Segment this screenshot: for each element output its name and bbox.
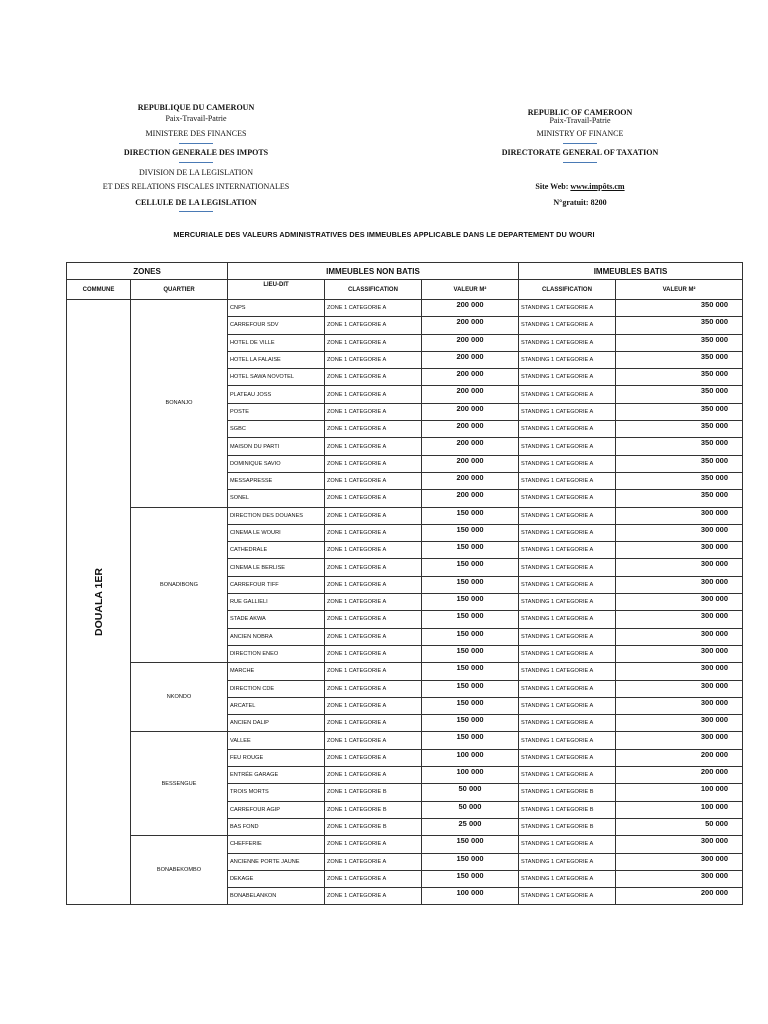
country-fr: REPUBLIQUE DU CAMEROUN <box>137 103 255 112</box>
classification-b-cell: STANDING 1 CATEGORIE A <box>519 611 616 628</box>
valeur-b-cell: 300 000 <box>616 870 743 887</box>
classification-b-cell: STANDING 1 CATEGORIE A <box>519 594 616 611</box>
valeur-b-col-header: VALEUR M² <box>616 280 743 300</box>
valeur-b-cell: 350 000 <box>616 421 743 438</box>
valeur-nb-cell: 150 000 <box>422 576 519 593</box>
valeur-nb-cell: 200 000 <box>422 369 519 386</box>
lieu-dit-cell: MARCHE <box>228 663 325 680</box>
valeur-nb-cell: 150 000 <box>422 645 519 662</box>
lieu-dit-cell: BAS FOND <box>228 818 325 835</box>
valeur-b-cell: 300 000 <box>616 732 743 749</box>
classification-b-cell: STANDING 1 CATEGORIE A <box>519 576 616 593</box>
classification-nb-cell: ZONE 1 CATEGORIE A <box>325 490 422 507</box>
valeur-nb-cell: 200 000 <box>422 403 519 420</box>
lieu-dit-cell: MAISON DU PARTI <box>228 438 325 455</box>
classification-nb-col-header: CLASSIFICATION <box>325 280 422 300</box>
valeur-nb-cell: 200 000 <box>422 351 519 368</box>
classification-b-cell: STANDING 1 CATEGORIE A <box>519 403 616 420</box>
valeur-nb-cell: 200 000 <box>422 421 519 438</box>
site-link[interactable]: www.impôts.cm <box>570 182 625 191</box>
valeur-nb-cell: 150 000 <box>422 524 519 541</box>
valeur-b-cell: 300 000 <box>616 594 743 611</box>
classification-nb-cell: ZONE 1 CATEGORIE A <box>325 317 422 334</box>
lieu-dit-cell: HOTEL SAWA NOVOTEL <box>228 369 325 386</box>
classification-b-cell: STANDING 1 CATEGORIE A <box>519 386 616 403</box>
commune-cell <box>67 300 131 905</box>
lieu-dit-cell: DEKAGE <box>228 870 325 887</box>
valeur-nb-cell: 100 000 <box>422 767 519 784</box>
valeur-nb-cell: 150 000 <box>422 870 519 887</box>
classification-b-cell: STANDING 1 CATEGORIE A <box>519 438 616 455</box>
divider <box>563 143 597 144</box>
valeur-nb-cell: 100 000 <box>422 749 519 766</box>
lieu-dit-cell: CNPS <box>228 300 325 317</box>
document-title: MERCURIALE DES VALEURS ADMINISTRATIVES DES IMMEUBLES APPLICABLE DANS LE DEPARTEMENT DU WOURI <box>173 230 595 239</box>
valeur-nb-cell: 50 000 <box>422 801 519 818</box>
site-label: Site Web: <box>535 182 569 191</box>
valeur-nb-cell: 200 000 <box>422 334 519 351</box>
valeur-b-cell: 300 000 <box>616 645 743 662</box>
classification-b-cell: STANDING 1 CATEGORIE A <box>519 715 616 732</box>
non-batis-header: IMMEUBLES NON BATIS <box>228 263 519 280</box>
valeur-nb-cell: 150 000 <box>422 715 519 732</box>
lieu-dit-cell: CINEMA LE WOURI <box>228 524 325 541</box>
valeur-nb-cell: 150 000 <box>422 542 519 559</box>
valeur-b-cell: 300 000 <box>616 663 743 680</box>
classification-nb-cell: ZONE 1 CATEGORIE A <box>325 645 422 662</box>
divider <box>179 162 213 163</box>
valeur-b-cell: 350 000 <box>616 317 743 334</box>
classification-b-cell: STANDING 1 CATEGORIE A <box>519 559 616 576</box>
valeur-nb-cell: 200 000 <box>422 386 519 403</box>
valeur-b-cell: 300 000 <box>616 680 743 697</box>
motto-fr: Paix-Travail-Patrie <box>165 114 227 123</box>
classification-nb-cell: ZONE 1 CATEGORIE A <box>325 472 422 489</box>
classification-b-cell: STANDING 1 CATEGORIE A <box>519 870 616 887</box>
commune-label: DOUALA 1ER <box>92 568 105 637</box>
lieu-dit-cell: ARCATEL <box>228 697 325 714</box>
lieu-dit-cell: CARREFOUR TIFF <box>228 576 325 593</box>
quartier-col-header: QUARTIER <box>131 280 228 300</box>
classification-b-cell: STANDING 1 CATEGORIE A <box>519 836 616 853</box>
valeur-b-cell: 200 000 <box>616 888 743 905</box>
classification-b-cell: STANDING 1 CATEGORIE A <box>519 732 616 749</box>
classification-b-cell: STANDING 1 CATEGORIE A <box>519 421 616 438</box>
lieu-dit-cell: CARREFOUR AGIP <box>228 801 325 818</box>
table-row <box>67 836 743 853</box>
valeur-nb-cell: 200 000 <box>422 472 519 489</box>
classification-nb-cell: ZONE 1 CATEGORIE A <box>325 732 422 749</box>
lieu-dit-cell: ANCIENNE PORTE JAUNE <box>228 853 325 870</box>
website-line <box>430 183 730 191</box>
classification-b-cell: STANDING 1 CATEGORIE A <box>519 334 616 351</box>
classification-nb-cell: ZONE 1 CATEGORIE A <box>325 836 422 853</box>
valeur-nb-cell: 150 000 <box>422 697 519 714</box>
valeur-nb-cell: 150 000 <box>422 680 519 697</box>
divider <box>179 211 213 212</box>
lieu-dit-cell: ANCIEN NOBRA <box>228 628 325 645</box>
toll-free: N°gratuit: 8200 <box>553 198 607 207</box>
lieu-dit-cell: CINEMA LE BERLISE <box>228 559 325 576</box>
lieu-dit-cell: TROIS MORTS <box>228 784 325 801</box>
classification-nb-cell: ZONE 1 CATEGORIE A <box>325 870 422 887</box>
valeur-nb-cell: 200 000 <box>422 300 519 317</box>
valeur-nb-cell: 150 000 <box>422 611 519 628</box>
classification-nb-cell: ZONE 1 CATEGORIE A <box>325 853 422 870</box>
valeur-nb-cell: 50 000 <box>422 784 519 801</box>
classification-b-cell: STANDING 1 CATEGORIE A <box>519 697 616 714</box>
ministry-fr: MINISTERE DES FINANCES <box>145 129 247 138</box>
valeur-b-cell: 350 000 <box>616 386 743 403</box>
classification-nb-cell: ZONE 1 CATEGORIE A <box>325 438 422 455</box>
classification-nb-cell: ZONE 1 CATEGORIE A <box>325 455 422 472</box>
quartier-cell: BONABEKOMBO <box>131 836 228 905</box>
lieu-dit-cell: SONEL <box>228 490 325 507</box>
valeur-b-cell: 200 000 <box>616 749 743 766</box>
classification-b-cell: STANDING 1 CATEGORIE A <box>519 351 616 368</box>
classification-b-cell: STANDING 1 CATEGORIE A <box>519 888 616 905</box>
classification-nb-cell: ZONE 1 CATEGORIE A <box>325 594 422 611</box>
quartier-cell: BESSENGUE <box>131 732 228 836</box>
classification-nb-cell: ZONE 1 CATEGORIE A <box>325 680 422 697</box>
ministry-en: MINISTRY OF FINANCE <box>536 129 624 138</box>
lieu-dit-col-header: LIEU-DIT <box>228 280 325 300</box>
quartier-cell: BONADIBONG <box>131 507 228 663</box>
classification-nb-cell: ZONE 1 CATEGORIE A <box>325 611 422 628</box>
classification-b-cell: STANDING 1 CATEGORIE A <box>519 524 616 541</box>
valeur-b-cell: 300 000 <box>616 559 743 576</box>
valeur-nb-cell: 200 000 <box>422 438 519 455</box>
classification-b-cell: STANDING 1 CATEGORIE A <box>519 542 616 559</box>
lieu-dit-cell: CATHEDRALE <box>228 542 325 559</box>
classification-nb-cell: ZONE 1 CATEGORIE A <box>325 334 422 351</box>
valeur-b-cell: 300 000 <box>616 576 743 593</box>
classification-b-cell: STANDING 1 CATEGORIE A <box>519 663 616 680</box>
batis-header: IMMEUBLES BATIS <box>519 263 743 280</box>
classification-b-cell: STANDING 1 CATEGORIE A <box>519 317 616 334</box>
cell-name: CELLULE DE LA LEGISLATION <box>135 198 257 207</box>
quartier-cell: NKONDO <box>131 663 228 732</box>
classification-b-cell: STANDING 1 CATEGORIE A <box>519 455 616 472</box>
valeur-b-cell: 350 000 <box>616 438 743 455</box>
column-header-row <box>67 280 743 300</box>
lieu-dit-cell: BONABELANKON <box>228 888 325 905</box>
classification-b-cell: STANDING 1 CATEGORIE A <box>519 680 616 697</box>
valeur-nb-cell: 25 000 <box>422 818 519 835</box>
division-line-1: DIVISION DE LA LEGISLATION <box>139 168 253 177</box>
valeur-nb-col-header: VALEUR M² <box>422 280 519 300</box>
classification-nb-cell: ZONE 1 CATEGORIE A <box>325 749 422 766</box>
lieu-dit-cell: HOTEL DE VILLE <box>228 334 325 351</box>
valeur-b-cell: 300 000 <box>616 836 743 853</box>
classification-nb-cell: ZONE 1 CATEGORIE A <box>325 386 422 403</box>
lieu-dit-cell: STADE AKWA <box>228 611 325 628</box>
valeur-b-cell: 350 000 <box>616 490 743 507</box>
lieu-dit-cell: DIRECTION DES DOUANES <box>228 507 325 524</box>
classification-nb-cell: ZONE 1 CATEGORIE A <box>325 369 422 386</box>
lieu-dit-cell: POSTE <box>228 403 325 420</box>
quartier-cell: BONANJO <box>131 300 228 508</box>
lieu-dit-cell: DIRECTION ENEO <box>228 645 325 662</box>
lieu-dit-cell: FEU ROUGE <box>228 749 325 766</box>
valeur-b-cell: 100 000 <box>616 801 743 818</box>
valeur-nb-cell: 200 000 <box>422 455 519 472</box>
classification-b-cell: STANDING 1 CATEGORIE A <box>519 490 616 507</box>
valuation-table <box>66 262 743 905</box>
lieu-dit-cell: PLATEAU JOSS <box>228 386 325 403</box>
classification-nb-cell: ZONE 1 CATEGORIE A <box>325 576 422 593</box>
classification-nb-cell: ZONE 1 CATEGORIE A <box>325 507 422 524</box>
classification-nb-cell: ZONE 1 CATEGORIE A <box>325 421 422 438</box>
valeur-b-cell: 300 000 <box>616 507 743 524</box>
valeur-nb-cell: 150 000 <box>422 559 519 576</box>
valeur-b-cell: 350 000 <box>616 334 743 351</box>
classification-nb-cell: ZONE 1 CATEGORIE B <box>325 784 422 801</box>
classification-nb-cell: ZONE 1 CATEGORIE A <box>325 524 422 541</box>
valeur-b-cell: 350 000 <box>616 300 743 317</box>
lieu-dit-cell: RUE GALLIELI <box>228 594 325 611</box>
classification-b-cell: STANDING 1 CATEGORIE A <box>519 369 616 386</box>
country-en: REPUBLIC OF CAMEROON <box>527 108 633 117</box>
classification-nb-cell: ZONE 1 CATEGORIE A <box>325 888 422 905</box>
valeur-b-cell: 350 000 <box>616 351 743 368</box>
valeur-nb-cell: 150 000 <box>422 663 519 680</box>
valeur-b-cell: 300 000 <box>616 542 743 559</box>
direction-en: DIRECTORATE GENERAL OF TAXATION <box>501 148 659 157</box>
classification-nb-cell: ZONE 1 CATEGORIE A <box>325 697 422 714</box>
classification-nb-cell: ZONE 1 CATEGORIE B <box>325 801 422 818</box>
lieu-dit-cell: ANCIEN DALIP <box>228 715 325 732</box>
divider <box>179 143 213 144</box>
lieu-dit-cell: DIRECTION CDE <box>228 680 325 697</box>
valeur-b-cell: 300 000 <box>616 611 743 628</box>
classification-nb-cell: ZONE 1 CATEGORIE A <box>325 300 422 317</box>
classification-nb-cell: ZONE 1 CATEGORIE A <box>325 628 422 645</box>
division-line-2: ET DES RELATIONS FISCALES INTERNATIONALES <box>102 182 290 191</box>
classification-nb-cell: ZONE 1 CATEGORIE A <box>325 559 422 576</box>
classification-b-col-header: CLASSIFICATION <box>519 280 616 300</box>
classification-b-cell: STANDING 1 CATEGORIE B <box>519 818 616 835</box>
valeur-nb-cell: 100 000 <box>422 888 519 905</box>
lieu-dit-cell: CHEFFERIE <box>228 836 325 853</box>
lieu-dit-cell: VALLEE <box>228 732 325 749</box>
classification-b-cell: STANDING 1 CATEGORIE A <box>519 767 616 784</box>
zones-header: ZONES <box>67 263 228 280</box>
classification-b-cell: STANDING 1 CATEGORIE A <box>519 628 616 645</box>
valeur-b-cell: 350 000 <box>616 403 743 420</box>
table-row <box>67 300 743 317</box>
valeur-nb-cell: 150 000 <box>422 628 519 645</box>
classification-b-cell: STANDING 1 CATEGORIE A <box>519 853 616 870</box>
classification-nb-cell: ZONE 1 CATEGORIE A <box>325 715 422 732</box>
valeur-nb-cell: 150 000 <box>422 507 519 524</box>
classification-nb-cell: ZONE 1 CATEGORIE A <box>325 351 422 368</box>
lieu-dit-cell: ENTRÉE GARAGE <box>228 767 325 784</box>
classification-nb-cell: ZONE 1 CATEGORIE A <box>325 542 422 559</box>
motto-en: Paix-Travail-Patrie <box>549 116 611 125</box>
valeur-nb-cell: 150 000 <box>422 732 519 749</box>
classification-nb-cell: ZONE 1 CATEGORIE B <box>325 818 422 835</box>
valeur-nb-cell: 150 000 <box>422 853 519 870</box>
commune-col-header: COMMUNE <box>67 280 131 300</box>
valeur-b-cell: 100 000 <box>616 784 743 801</box>
divider <box>563 162 597 163</box>
lieu-dit-cell: DOMINIQUE SAVIO <box>228 455 325 472</box>
table-row <box>67 507 743 524</box>
valeur-b-cell: 300 000 <box>616 697 743 714</box>
classification-b-cell: STANDING 1 CATEGORIE A <box>519 749 616 766</box>
classification-b-cell: STANDING 1 CATEGORIE B <box>519 801 616 818</box>
valeur-nb-cell: 150 000 <box>422 836 519 853</box>
table-row <box>67 732 743 749</box>
valeur-b-cell: 300 000 <box>616 853 743 870</box>
valeur-b-cell: 300 000 <box>616 715 743 732</box>
valeur-b-cell: 200 000 <box>616 767 743 784</box>
valeur-nb-cell: 200 000 <box>422 317 519 334</box>
classification-b-cell: STANDING 1 CATEGORIE A <box>519 472 616 489</box>
classification-b-cell: STANDING 1 CATEGORIE B <box>519 784 616 801</box>
valeur-b-cell: 350 000 <box>616 472 743 489</box>
lieu-dit-cell: SGBC <box>228 421 325 438</box>
valeur-b-cell: 50 000 <box>616 818 743 835</box>
valeur-b-cell: 300 000 <box>616 524 743 541</box>
classification-b-cell: STANDING 1 CATEGORIE A <box>519 645 616 662</box>
valeur-nb-cell: 150 000 <box>422 594 519 611</box>
valeur-b-cell: 300 000 <box>616 628 743 645</box>
classification-nb-cell: ZONE 1 CATEGORIE A <box>325 767 422 784</box>
group-header-row <box>67 263 743 280</box>
lieu-dit-cell: CARREFOUR SDV <box>228 317 325 334</box>
valeur-nb-cell: 200 000 <box>422 490 519 507</box>
valeur-b-cell: 350 000 <box>616 369 743 386</box>
direction-fr: DIRECTION GENERALE DES IMPOTS <box>123 148 269 157</box>
table-row <box>67 663 743 680</box>
lieu-dit-cell: MESSAPRESSE <box>228 472 325 489</box>
classification-nb-cell: ZONE 1 CATEGORIE A <box>325 403 422 420</box>
classification-b-cell: STANDING 1 CATEGORIE A <box>519 507 616 524</box>
classification-b-cell: STANDING 1 CATEGORIE A <box>519 300 616 317</box>
classification-nb-cell: ZONE 1 CATEGORIE A <box>325 663 422 680</box>
valeur-b-cell: 350 000 <box>616 455 743 472</box>
lieu-dit-cell: HOTEL LA FALAISE <box>228 351 325 368</box>
